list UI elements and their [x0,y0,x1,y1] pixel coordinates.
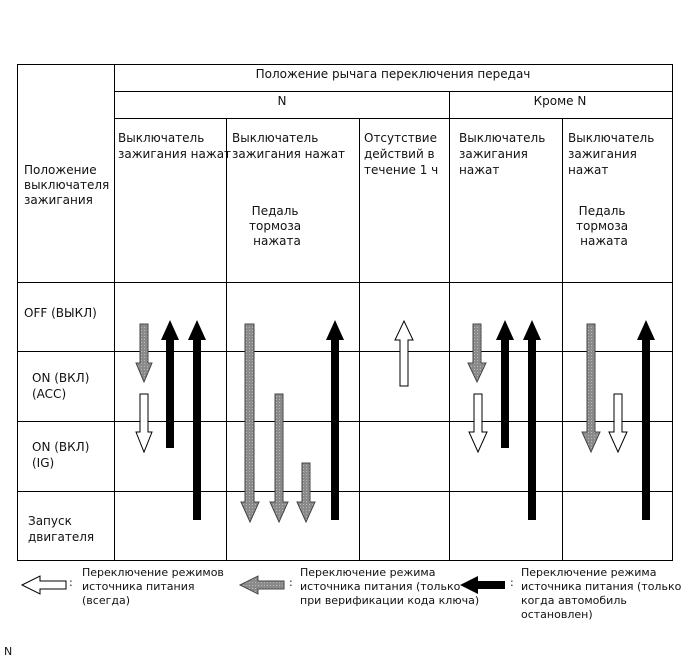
black-arrow-up [637,320,655,520]
gray-arrow-down [468,324,486,382]
black-arrow-up [326,320,344,520]
col3-header: Отсутствие действий в течение 1 ч [364,131,439,177]
col2-brake-note: Педаль тормоза нажата [249,204,302,248]
ignition-position-header: Положение выключателя зажигания [24,163,110,207]
gray-arrow-down [241,324,259,522]
except-n-column-header: Кроме N [533,94,587,108]
legend-gray-arrow-icon [240,576,284,594]
col5-brake-note: Педаль тормоза нажата [576,204,629,248]
white-arrow-down [609,394,627,452]
white-arrow-up [395,321,413,386]
lever-position-header: Положение рычага переключения передач [255,67,531,81]
black-arrow-up [496,320,514,448]
gray-arrow-down [270,394,288,522]
legend-white-arrow-icon [22,576,66,594]
col4-header: Выключатель зажигания нажат [459,131,546,177]
black-arrow-up [188,320,206,520]
legend-black-arrow-icon [460,576,505,594]
row-start-label: Запуск двигателя [28,514,95,544]
white-arrow-down [136,394,152,452]
row-acc-label: ON (ВКЛ) (ACC) [32,371,90,401]
footer-label: N [4,645,13,658]
col2-header: Выключатель зажигания нажат [232,131,346,161]
white-arrow-down [469,394,487,452]
legend-colon: : [69,576,73,589]
gray-arrow-down [297,463,315,522]
legend-white-text: Переключение режимов источника питания (всегда) [82,566,224,607]
legend-colon: : [289,576,293,589]
legend [22,566,685,621]
col5-header: Выключатель зажигания нажат [568,131,655,177]
black-arrow-up [161,320,179,448]
legend-black-text: Переключение режима источника питания (только когда автомобиль остановлен) [521,566,682,621]
row-off-label: OFF (ВЫКЛ) [24,306,97,320]
legend-colon: : [510,576,514,589]
legend-gray-text: Переключение режима источника питания (только при верификации кода ключа) [300,566,480,607]
col1-header: Выключатель зажигания нажат [118,131,232,161]
row-ig-label: ON (ВКЛ) (IG) [32,440,90,470]
black-arrow-up [523,320,541,520]
gray-arrow-down [582,324,600,452]
gray-arrow-down [136,324,152,382]
n-column-header: N [277,94,287,108]
